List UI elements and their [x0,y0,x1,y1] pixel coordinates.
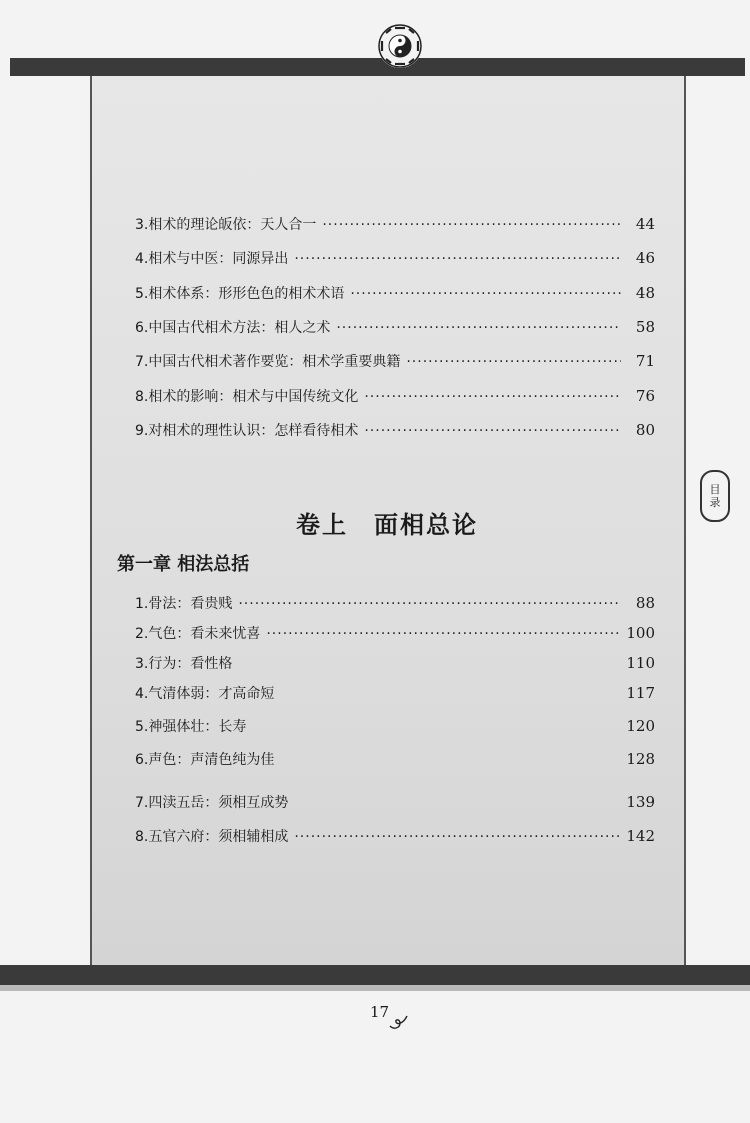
toc-entry-label: 8.相术的影响：相术与中国传统文化 [135,389,359,405]
toc-entry-label: 7.中国古代相术著作要览：相术学重要典籍 [135,354,401,370]
toc-entry[interactable] [135,826,655,850]
toc-entry[interactable] [135,593,655,617]
toc-entry-label: 4.相术与中医：同源异出 [135,251,289,267]
dot-leader [294,829,620,845]
side-tab-char-2: 录 [709,496,721,509]
chapter-title: 第一章 相法总括 [117,554,250,575]
dot-leader [364,423,621,439]
dot-leader [364,389,621,405]
toc-entry-page: 128 [626,750,655,768]
toc-entry-label: 6.中国古代相术方法：相人之术 [135,320,331,336]
dot-leader [322,217,621,233]
toc-entry[interactable] [135,283,655,307]
toc-entry-page: 80 [635,421,655,439]
toc-entry[interactable] [135,214,655,238]
toc-entry-label: 3.行为：看性格 [135,656,233,672]
toc-entry[interactable] [135,716,655,740]
part-title: 卷上 面相总论 [296,511,478,539]
toc-entry-page: 88 [635,594,655,612]
page-number: 17 [370,1003,390,1021]
toc-entry[interactable] [135,653,655,677]
toc-entry-page: 120 [626,717,655,735]
toc-entry-label: 5.神强体壮：长寿 [135,719,247,735]
side-tab-char-1: 目 [709,483,721,496]
section-tab-contents [700,470,730,522]
swirl-ornament-icon [388,1012,410,1034]
dot-leader [266,626,620,642]
toc-entry-label: 2.气色：看未来忧喜 [135,626,261,642]
toc-entry[interactable] [135,683,655,707]
right-rule [684,76,686,966]
dot-leader [238,596,621,612]
toc-entry-label: 5.相术体系：形形色色的相术术语 [135,286,345,302]
toc-entry-page: 100 [626,624,655,642]
toc-entry-page: 58 [635,318,655,336]
toc-entry-page: 44 [635,215,655,233]
toc-entry-label: 4.气清体弱：才高命短 [135,686,275,702]
toc-entry[interactable] [135,792,655,816]
footer-band-light [0,985,750,991]
toc-entry-page: 142 [626,827,655,845]
toc-entry-page: 110 [626,654,655,672]
toc-entry[interactable] [135,351,655,375]
toc-entry-label: 7.四渎五岳：须相互成势 [135,795,289,811]
toc-entry[interactable] [135,248,655,272]
toc-entry-label: 3.相术的理论皈依：天人合一 [135,217,317,233]
toc-entry-page: 139 [626,793,655,811]
dot-leader [406,354,621,370]
toc-entry[interactable] [135,623,655,647]
toc-entry-label: 9.对相术的理性认识：怎样看待相术 [135,423,359,439]
toc-entry-page: 48 [635,284,655,302]
footer-band [0,965,750,985]
toc-entry-page: 117 [626,684,655,702]
toc-entry-page: 71 [635,352,655,370]
dot-leader [336,320,621,336]
dot-leader [350,286,621,302]
left-rule [90,76,92,966]
toc-entry-label: 8.五官六府：须相辅相成 [135,829,289,845]
toc-entry-label: 1.骨法：看贵贱 [135,596,233,612]
toc-entry[interactable] [135,386,655,410]
bagua-yin-yang-icon [378,24,422,68]
toc-entry[interactable] [135,420,655,444]
toc-entry-label: 6.声色：声清色纯为佳 [135,752,275,768]
toc-entry-page: 76 [635,387,655,405]
toc-entry[interactable] [135,317,655,341]
dot-leader [294,251,621,267]
toc-entry[interactable] [135,749,655,773]
toc-entry-page: 46 [635,249,655,267]
